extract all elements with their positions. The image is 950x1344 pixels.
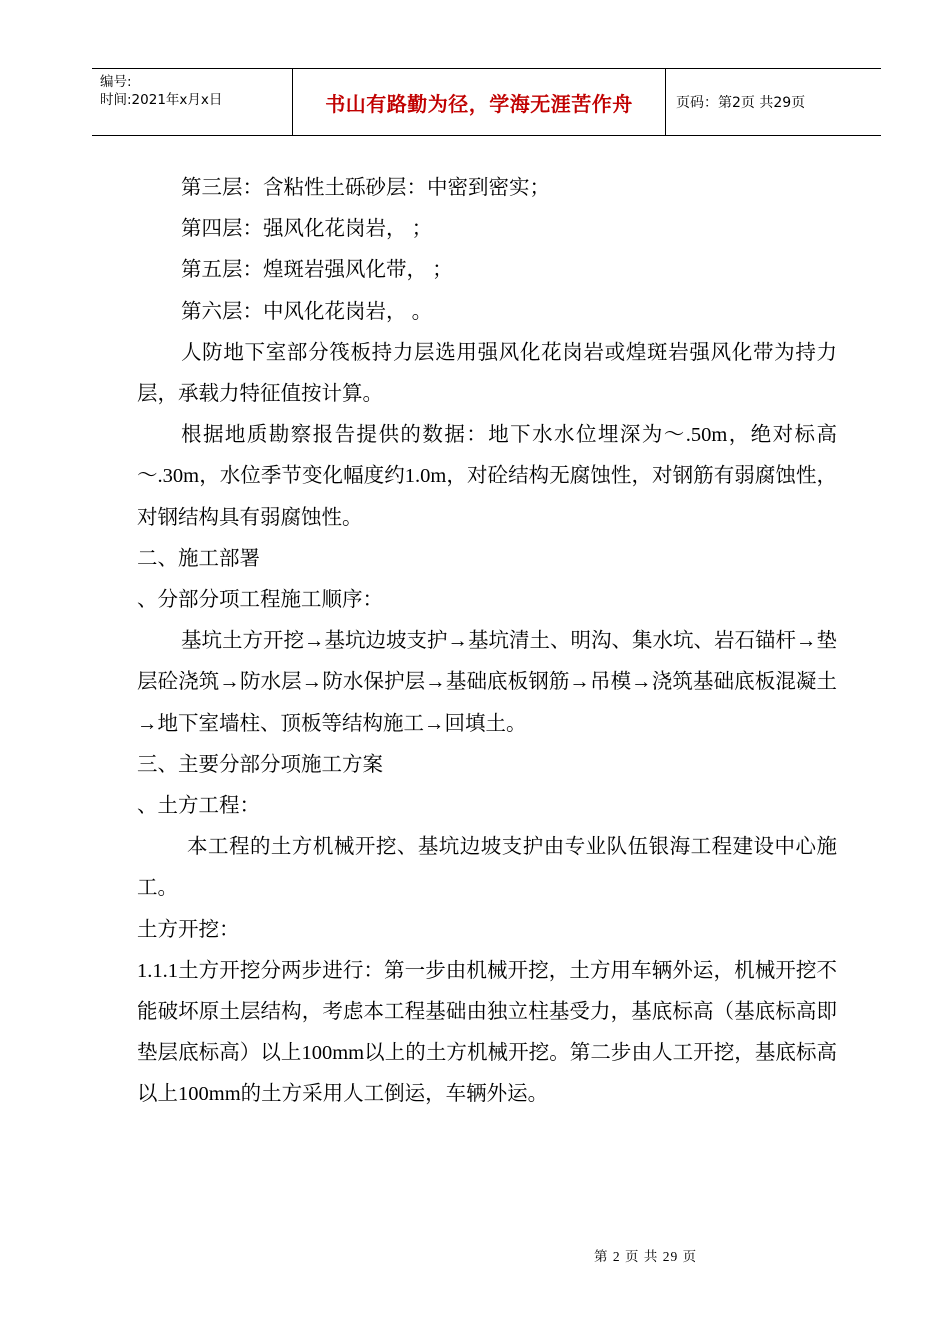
paragraph: 根据地质勘察报告提供的数据：地下水水位埋深为～.50m，绝对标高～.30m，水位季节变化幅度约1.0m，对砼结构无腐蚀性，对钢筋有弱腐蚀性，对钢结构具有弱腐蚀性。 (137, 424, 837, 529)
paragraph: 1.1.1土方开挖分两步进行：第一步由机械开挖，土方用车辆外运，机械开挖不能破坏原土层结构，考虑本工程基础由独立柱基受力，基底标高（基底标高即垫层底标高）以上100mm以上的土方机械开挖。第二步由人工开挖，基底标高以上100mm的土方采用人工倒运，车辆外运。 (137, 959, 837, 1106)
paragraph: 本工程的土方机械开挖、基坑边坡支护由专业队伍银海工程建设中心施工。 (137, 836, 837, 900)
section-heading: 二、施工部署 (137, 547, 260, 570)
subsection-heading: 土方开挖： (137, 918, 240, 941)
header-motto: 书山有路勤为径，学海无涯苦作舟 (293, 69, 666, 135)
page-header (92, 68, 881, 136)
subsection-heading: 、土方工程： (137, 795, 260, 818)
paragraph: 第四层：强风化花岗岩， ； (181, 218, 433, 241)
document-body (137, 168, 837, 1116)
document-number-label: 编号: (100, 74, 132, 90)
paragraph: 基坑土方开挖→基坑边坡支护→基坑清土、明沟、集水坑、岩石锚杆→垫层砼浇筑→防水层→防水保护层→基础底板钢筋→吊模→浇筑基础底板混凝土→地下室墙柱、顶板等结构施工→回填土。 (137, 630, 837, 735)
header-page-info: 页码：第2页 共29页 (676, 95, 806, 111)
subsection-heading: 、分部分项工程施工顺序： (137, 589, 383, 612)
section-heading: 三、主要分部分项施工方案 (137, 753, 383, 776)
paragraph: 第三层：含粘性土砾砂层：中密到密实； (181, 177, 550, 199)
paragraph: 人防地下室部分筏板持力层选用强风化花岗岩或煌斑岩强风化带为持力层，承载力特征值按计算。 (137, 341, 837, 406)
document-time-label: 时间:2021年x月x日 (100, 92, 223, 108)
footer-page-number: 第 2 页 共 29 页 (594, 1249, 698, 1264)
paragraph: 第六层：中风化花岗岩， 。 (181, 300, 433, 323)
paragraph: 第五层：煌斑岩强风化带， ； (181, 259, 453, 282)
header-meta (92, 69, 293, 135)
